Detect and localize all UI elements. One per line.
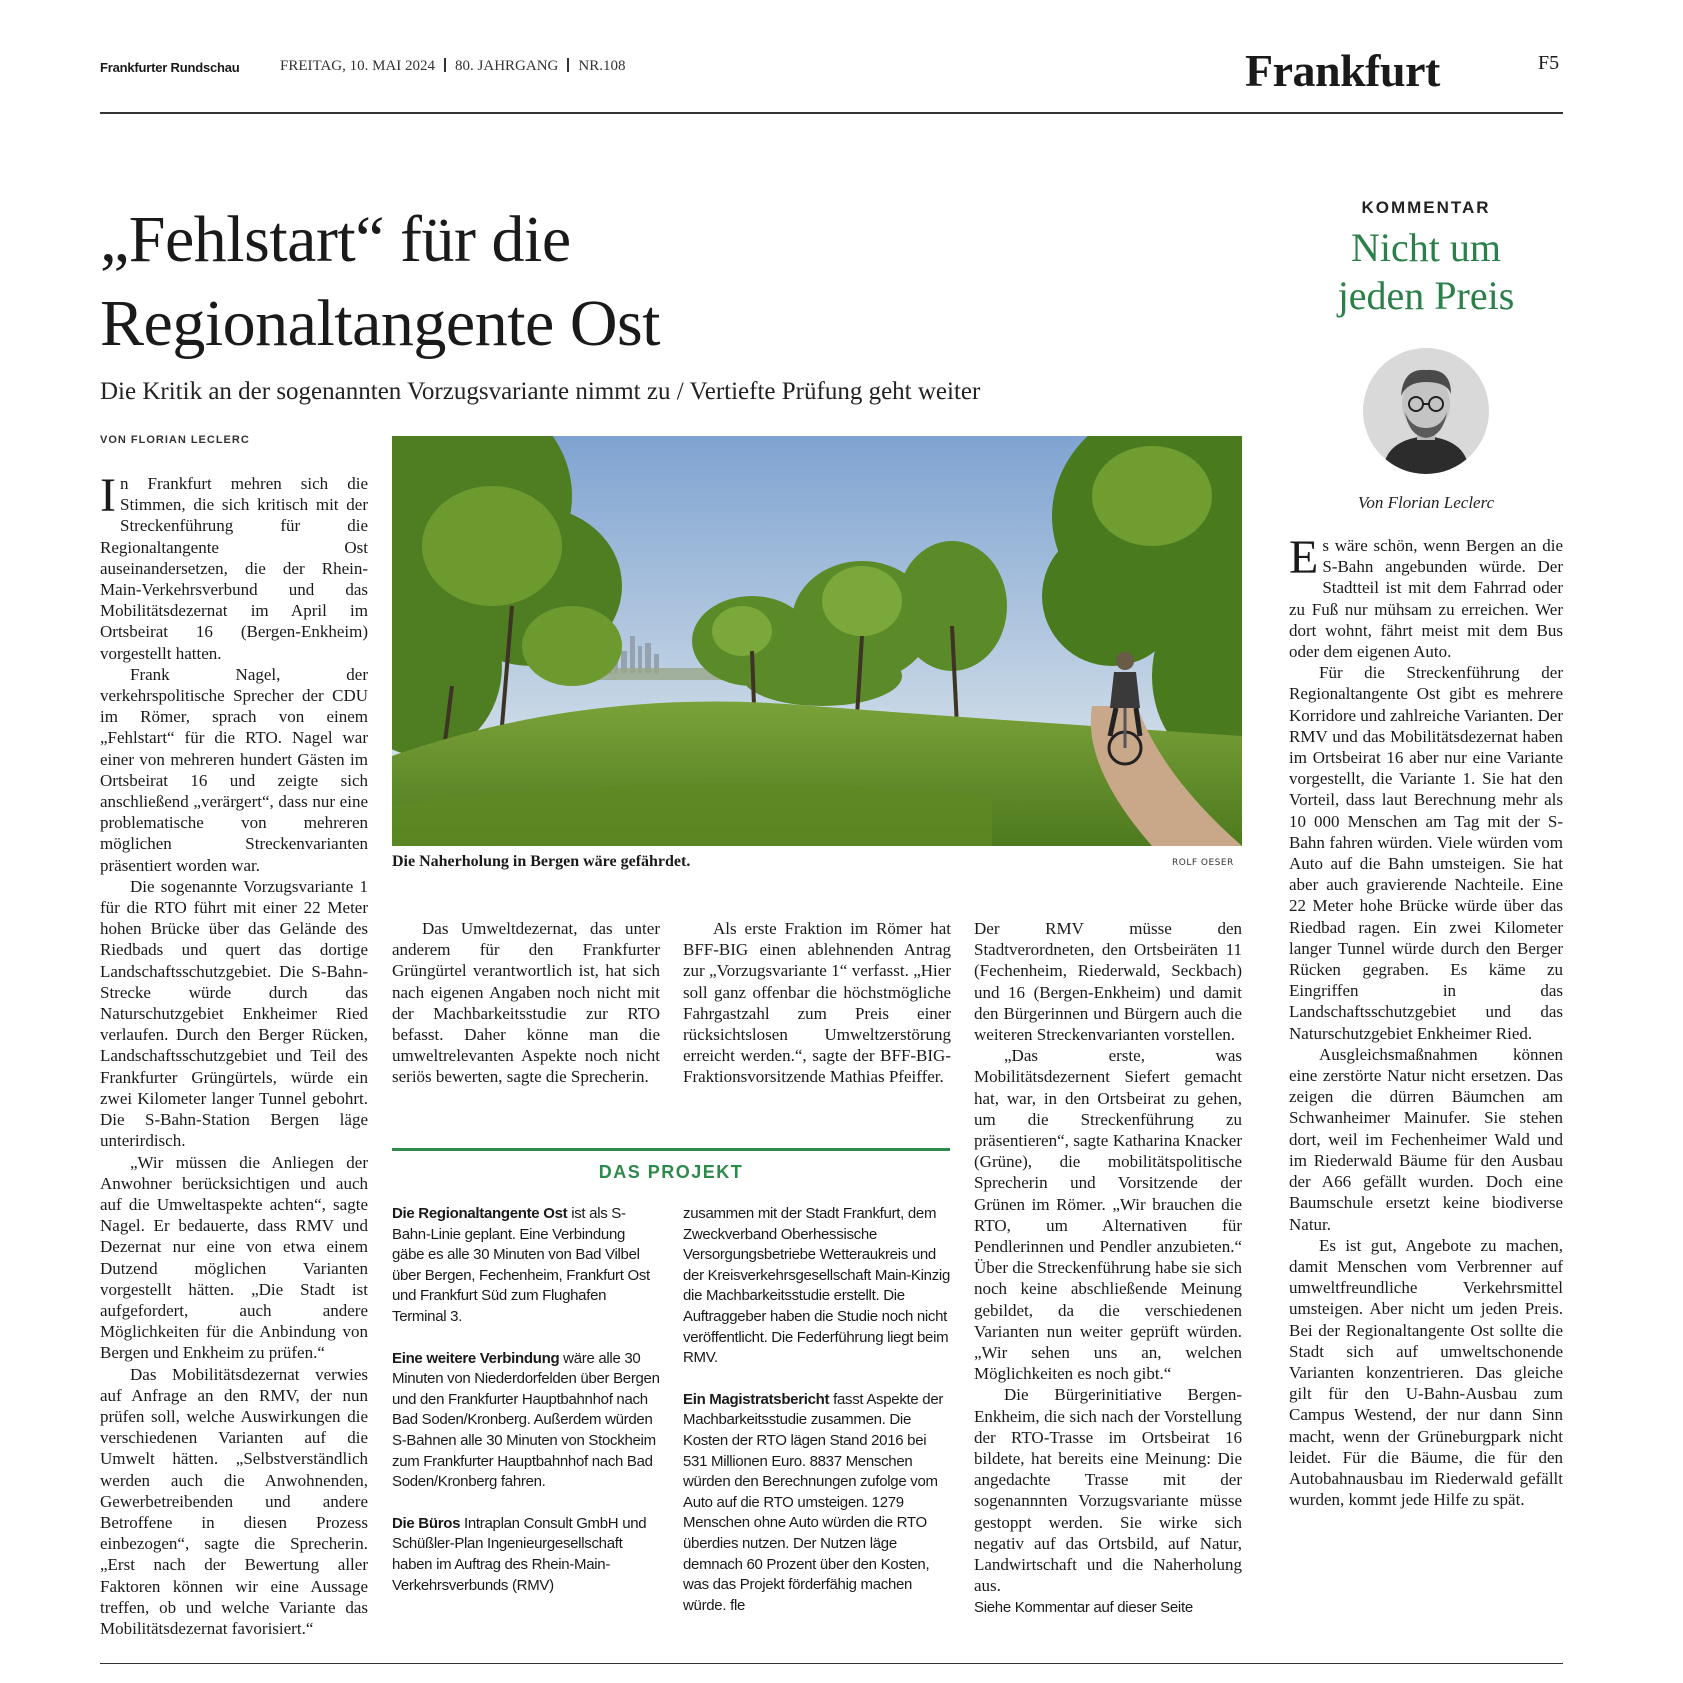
article-column-1 <box>100 469 368 1638</box>
article-column-3 <box>683 918 951 1088</box>
commentary-label: KOMMENTAR <box>1361 198 1491 217</box>
headline-line-2: Regionaltangente Ost <box>100 287 661 360</box>
infobox-paragraph <box>392 1514 660 1596</box>
infobox-paragraph <box>392 1204 660 1328</box>
infobox-text: ist als S-Bahn-Linie geplant. Eine Verbindung gäbe es alle 30 Minuten von Bad Vilbel über Bergen, Fechenheim, Frankfurt Ost und Frankfurt Süd zum Flughafen Terminal 3. <box>392 1205 650 1325</box>
article-paragraph <box>100 469 368 664</box>
infobox-paragraph <box>392 1349 660 1493</box>
article-paragraph: Das Mobilitätsdezernat verwies auf Anfrage an den RMV, der nun prüfen soll, welche Auswirkungen die verschiedenen Varianten auf die Umwelt hätten. „Selbstverständlich werden auch die Anwohnenden, Gewerbetreibenden und andere Betroffene in diesen Prozess einbezogen“, sagte die Sprecherin. „Erst nach der Bewertung aller Faktoren können wir eine Aussage treffen, ob und welche Variante das Mobilitätsdezernat favorisiert.“ <box>100 1364 368 1638</box>
headline-line-1: „Fehlstart“ für die <box>100 203 571 276</box>
article-paragraph: „Das erste, was Mobilitätsdezernent Siefert gemacht hat, war, in den Ortsbeirat zu gehen, um die Streckenführung zu präsentieren“, sagte Katharina Knacker (Grüne), die mobilitätspolitische Sprecherin und Vorsitzende der Grünen im Römer. „Wir brauchen die RTO, um Alternativen für Pendlerinnen und Pendler anzubieten.“ Über die Streckenführung habe sie sich noch keine abschließende Meinung gebildet, da die verschiedenen Varianten nun weiter geprüft würden. „Wir sehen uns an, welchen Möglichkeiten es noch gibt.“ <box>974 1046 1242 1384</box>
drop-cap: E <box>1289 531 1319 584</box>
infobox-text: Intraplan Consult GmbH und Schüßler-Plan Ingenieurgesellschaft haben im Auftrag des Rhein-Main-Verkehrsverbunds (RMV) <box>392 1514 647 1594</box>
section-title: Frankfurt <box>1245 45 1440 96</box>
article-column-4 <box>974 918 1242 1658</box>
infobox-text: fasst Aspekte der Machbarkeitsstudie zusammen. Die Kosten der RTO lägen Stand 2016 bei 531 Millionen Euro. 8837 Menschen würden den Berechnungen zufolge vom Auto auf die RTO umsteigen. 1279 Menschen ohne Auto würden die RTO überdies nutzen. Der Nutzen läge demnach 60 Prozent über den Kosten, was das Projekt förderfähig machen würde. fle <box>683 1390 944 1614</box>
photo-caption: Die Naherholung in Bergen wäre gefährdet. <box>392 853 691 870</box>
article-paragraph: Als erste Fraktion im Römer hat BFF-BIG einen ablehnenden Antrag zur „Vorzugsvariante 1“ verfasst. „Hier soll ganz offenbar die höchstmögliche Fahrgastzahl zum Preis einer rücksichtslosen Umweltzerstörung erreicht werden.“, sagte der BFF-BIG-Fraktionsvorsitzende Mathias Pfeiffer. <box>683 919 951 1087</box>
commentary-paragraph <box>1289 531 1563 662</box>
photo-credit: ROLF OESER <box>1172 858 1234 868</box>
commentary-paragraph: Ausgleichsmaßnahmen können eine zerstörte Natur nicht ersetzen. Das zeigen die dürren Bäumchen am Schwanheimer Mainufer. Sie stehen dort, weil im Fechenheimer Wald und im Riederwald Bäume für den Ausbau der A66 gefällt wurden. Doch eine Baumschule ersetzt keine biodiverse Natur. <box>1289 1044 1563 1234</box>
article-paragraph: Der RMV müsse den Stadtverordneten, den Ortsbeiräten 11 (Fechenheim, Riederwald, Seckbach) und 16 (Bergen-Enkheim) und damit den Bürgerinnen und Bürgern auch die weiteren Streckenvarianten vorstellen. <box>974 919 1242 1045</box>
article-subheadline: Die Kritik an der sogenannten Vorzugsvariante nimmt zu / Vertiefte Prüfung geht weiter <box>100 378 981 405</box>
separator <box>567 58 569 72</box>
article-paragraph: Das Umweltdezernat, das unter anderem für den Frankfurter Grüngürtel verantwortlich ist, hat sich nach eigenen Angaben noch nicht mit der Machbarkeitsstudie zur RTO befasst. Daher könne man die umweltrelevanten Aspekte noch nicht seriös bewerten, sagte die Sprecherin. <box>392 919 660 1087</box>
commentary-title-line-1: Nicht um <box>1351 225 1501 270</box>
article-paragraph: Die Bürgerinitiative Bergen-Enkheim, die sich nach der Vorstellung der RTO-Trasse im Ortsbeirat 16 bildete, hat bereits eine Meinung: Die angedachte Trasse mit der sogenannnten Vorzugsvariante müsse gestoppt werden. Sie wirke sich negativ auf das Ortsbild, auf Natur, Landwirtschaft und die Naherholung aus. <box>974 1385 1242 1596</box>
author-portrait-icon <box>1363 348 1489 474</box>
infobox-rule <box>392 1148 950 1151</box>
see-commentary-note: Siehe Kommentar auf dieser Seite <box>974 1598 1193 1616</box>
infobox-column-2 <box>683 1204 951 1637</box>
infobox-lead: Eine weitere Verbindung <box>392 1349 560 1367</box>
article-paragraph: „Wir müssen die Anliegen der Anwohner berücksichtigen und auch auf die Umweltaspekte achten“, sagte Nagel. Er bedauerte, dass RMV und Dezernat nur eine von etwa einem Dutzend möglichen Varianten vorgestellt hätten. „Die Stadt ist aufgefordert, auch andere Möglichkeiten für die Anbindung von Bergen und Enkheim zu prüfen.“ <box>100 1152 368 1363</box>
infobox-column-1 <box>392 1204 660 1617</box>
article-paragraph: Frank Nagel, der verkehrspolitische Sprecher der CDU im Römer, sprach von einem „Fehlstart“ für die RTO. Nagel war einer von mehreren hundert Gästen im Ortsbeirat 16 und zeigte sich anschließend „verärgert“, dass nur eine problematische von mehreren möglichen Streckenvarianten präsentiert worden war. <box>100 664 368 875</box>
issue-volume: 80. JAHRGANG <box>455 58 559 74</box>
infobox-paragraph: zusammen mit der Stadt Frankfurt, dem Zweckverband Oberhessische Versorgungsbetriebe Wetteraukreis und der Kreisverkehrsgesellschaft Main-Kinzig die Machbarkeitsstudie erstellt. Die Auftraggeber haben die Studie noch nicht veröffentlicht. Die Federführung liegt beim RMV. <box>683 1205 950 1367</box>
commentary-paragraph: Es ist gut, Angebote zu machen, damit Menschen vom Verbrenner auf umweltfreundliche Verkehrsmittel umsteigen. Aber nicht um jeden Preis. Bei der Regionaltangente Ost sollte die Stadt sich auf umweltschonende Varianten konzentrieren. Das gleiche gilt für den U-Bahn-Ausbau zum Campus Westend, der nur dann Sinn macht, wenn der Grüneburgpark nicht leidet. Für die Bäume, die für den Autobahnausbau im Riederwald gefällt wurden, kommt jede Hilfe zu spät. <box>1289 1235 1563 1510</box>
commentary-paragraph: Für die Streckenführung der Regionaltangente Ost gibt es mehrere Korridore und zahlreiche Varianten. Der RMV und das Mobilitätsdezernat haben im Ortsbeirat 16 aber nur eine Variante vorgestellt, die Variante 1. Sie hat den Vorteil, dass laut Berechnung mehr als 10 000 Menschen am Tag mit der S-Bahn fahren würden. Viele würden vom Auto auf die Bahn umsteigen. Sie hat aber auch gravierende Nachteile. Eine 22 Meter hohe Brücke würde über das Riedbad ragen. Ein zwei Kilometer langer Tunnel würde durch den Berger Rücken gegraben. Es käme zu Eingriffen in das Landschaftsschutzgebiet und das Naturschutzgebiet Enkheimer Ried. <box>1289 663 1563 1043</box>
newspaper-name: Frankfurter Rundschau <box>100 60 240 75</box>
commentary-column <box>1289 531 1563 1655</box>
issue-info <box>280 58 625 75</box>
infobox-lead: Die Regionaltangente Ost <box>392 1205 568 1222</box>
bottom-rule <box>100 1663 1563 1664</box>
top-rule <box>100 112 1563 114</box>
separator <box>444 58 446 72</box>
article-headline <box>100 198 1220 366</box>
issue-date: FREITAG, 10. MAI 2024 <box>280 58 436 74</box>
infobox-lead: Ein Magistratsbericht <box>683 1390 830 1408</box>
commentary-author: Von Florian Leclerc <box>1357 493 1495 512</box>
article-photo <box>392 436 1242 846</box>
paragraph-text: n Frankfurt mehren sich die Stimmen, die sich kritisch mit der Streckenführung für die Regionaltangente Ost auseinandersetzen, die der Rhein-Main-Verkehrsverbund und das Mobilitätsdezernat im April im Ortsbeirat 16 (Bergen-Enkheim) vorgestellt hatten. <box>100 474 368 663</box>
article-paragraph: Die sogenannte Vorzugsvariante 1 für die RTO führt mit einer 22 Meter hohen Brücke über das Gelände des Riedbads und quert das dortige Landschaftsschutzgebiet. Die S-Bahn-Strecke würde durch das Naturschutzgebiet Enkheimer Ried verlaufen. Durch den Berger Rücken, Landschaftsschutzgebiet und Teil des Frankfurter Grüngürtels, würde ein zwei Kilometer langer Tunnel gebohrt. Die S-Bahn-Station Bergen läge unterirdisch. <box>100 876 368 1151</box>
orchard-cyclist-illustration <box>392 436 1242 846</box>
infobox-lead: Die Büros <box>392 1514 461 1532</box>
article-column-2 <box>392 918 660 1088</box>
infobox-text: wäre alle 30 Minuten von Niederdorfelden über Bergen und den Frankfurter Hauptbahnhof nach Bad Soden/Kronberg. Außerdem würden S-Bahnen alle 30 Minuten von Stockheim zum Frankfurter Hauptbahnhof nach Bad Soden/Kronberg fahren. <box>392 1349 660 1491</box>
paragraph-text: s wäre schön, wenn Bergen an die S-Bahn angebunden würde. Der Stadtteil ist mit dem Fahrrad oder zu Fuß nur mühsam zu erreichen. Wer dort wohnt, fährt meist mit dem Bus oder dem eigenen Auto. <box>1289 536 1563 662</box>
infobox-title: DAS PROJEKT <box>598 1162 744 1182</box>
commentary-title-line-2: jeden Preis <box>1337 273 1515 318</box>
issue-number: NR.108 <box>578 58 626 74</box>
infobox-paragraph <box>683 1390 951 1617</box>
author-avatar <box>1363 348 1489 474</box>
drop-cap: I <box>100 469 116 522</box>
commentary-title <box>1289 224 1563 320</box>
page-number: F5 <box>1538 52 1560 74</box>
article-byline: VON FLORIAN LECLERC <box>100 434 250 446</box>
